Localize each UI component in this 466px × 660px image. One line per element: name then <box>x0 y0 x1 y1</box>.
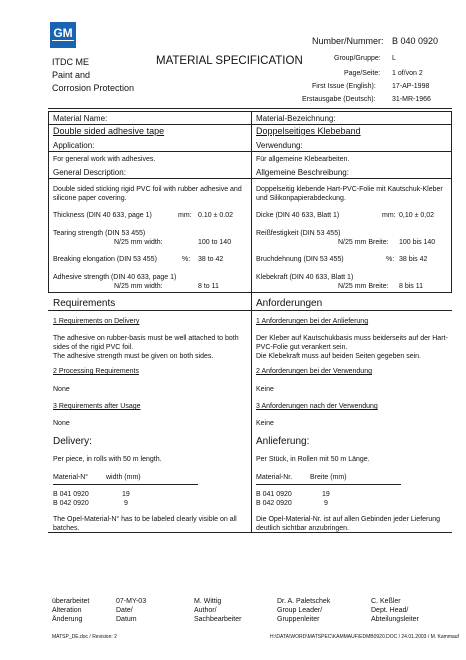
klebekraft-label: Klebekraft (DIN 40 633, Blatt 1) <box>256 274 354 281</box>
table-left-border <box>48 111 49 292</box>
footer-date-value: 07-MY-03 <box>116 598 147 605</box>
table-header-width: width (mm) <box>106 474 141 481</box>
footer-abteilungsleiter-label: Abteilungsleiter <box>371 616 419 623</box>
number-label: Number/Nummer: <box>312 36 384 46</box>
footer-dept-head-name: C. Keßler <box>371 598 401 605</box>
footer-file-right: H:\DATA\WORD\MATSPEC\KAMMAUF\EDMB0920.DOC / 24.01.2003 / M. Kammauf <box>270 634 459 640</box>
allgemeine-beschreibung-label: Allgemeine Beschreibung: <box>256 168 349 177</box>
footer-author-label: Author/ <box>194 607 217 614</box>
tabelle-header-breite: Breite (mm) <box>310 474 347 481</box>
delivery-heading: Delivery: <box>53 436 92 447</box>
table-row-2-material: B 042 0920 <box>53 500 89 507</box>
footer-dept-head-label: Dept. Head/ <box>371 607 409 614</box>
table-bottom-line <box>48 292 452 293</box>
allgemeine-beschreibung-text: Doppelseitig klebende Hart-PVC-Folie mit Kautschuk-Kleber und Silikonpapierabdeckung. <box>256 186 443 202</box>
label-note: The Opel-Material-N° has to be labeled clearly visible on all batches. <box>53 516 237 532</box>
row-divider <box>48 124 452 125</box>
anlieferung-heading: Anlieferung: <box>256 436 310 447</box>
thickness-value: 0.10 ± 0.02 <box>198 212 233 219</box>
kennzeichnung-note: Die Opel-Material-Nr. ist auf allen Gebinden jeder Lieferung deutlich sichtbar anzubringen. <box>256 516 441 532</box>
page-label: Page/Seite: <box>344 70 381 77</box>
klebekraft-value: 8 bis 11 <box>399 283 423 290</box>
elongation-unit: %: <box>182 256 191 263</box>
requirements-divider <box>48 310 452 311</box>
first-issue-label: First Issue (English): <box>312 83 376 90</box>
anlieferung-table-rule <box>256 484 401 485</box>
application-text: For general work with adhesives. <box>53 156 156 163</box>
application-label: Application: <box>53 141 95 150</box>
document-title: MATERIAL SPECIFICATION <box>156 55 303 67</box>
reissfestigkeit-sub: N/25 mm Breite: <box>338 239 389 246</box>
footer-alteration-de2: Änderung <box>52 616 83 623</box>
reissfestigkeit-value: 100 bis 140 <box>399 239 436 246</box>
group-label: Group/Gruppe: <box>334 55 381 62</box>
bruchdehnung-unit: %: <box>386 256 395 263</box>
tearing-value: 100 to 140 <box>198 239 232 246</box>
dicke-unit: mm: <box>382 212 396 219</box>
footer-author-name: M. Wittig <box>194 598 222 605</box>
group-value: L <box>392 55 396 62</box>
material-bezeichnung-label: Material-Bezeichnung: <box>256 114 336 123</box>
bruchdehnung-value: 38 bis 42 <box>399 256 428 263</box>
tabelle-header-material: Material-Nr. <box>256 474 293 481</box>
anlieferung-text: Per Stück, in Rollen mit 50 m Länge. <box>256 456 370 463</box>
anforderungen-heading: Anforderungen <box>256 298 323 309</box>
verwendung-label: Verwendung: <box>256 141 303 150</box>
department-label: ITDC ME <box>52 57 89 67</box>
adhesive-label: Adhesive strength (DIN 40 633, page 1) <box>53 274 177 281</box>
dicke-label: Dicke (DIN 40 633, Blatt 1) <box>256 212 340 219</box>
req1-title: 1 Requirements on Delivery <box>53 318 140 325</box>
elongation-value: 38 to 42 <box>198 256 224 263</box>
row-divider <box>48 178 452 179</box>
req2-text: None <box>53 386 70 393</box>
anf1-title: 1 Anforderungen bei der Anlieferung <box>256 318 369 325</box>
req3-text: None <box>53 420 70 427</box>
footer-alteration-en: Alteration <box>52 607 82 614</box>
table-right-border <box>451 111 452 292</box>
req1-text: The adhesive on rubber-basis must be well attached to both sides of the rigid PVC foil. <box>53 335 239 351</box>
anf2-text: Keine <box>256 386 274 393</box>
gm-logo: GM <box>50 22 76 48</box>
material-name-label: Material Name: <box>53 114 108 123</box>
tabelle-row-1-breite: 19 <box>322 491 330 498</box>
column-divider <box>251 111 252 292</box>
req3-title: 3 Requirements after Usage <box>53 403 141 410</box>
thickness-label: Thickness (DIN 40 633, page 1) <box>53 212 152 219</box>
elongation-label: Breaking elongation (DIN 53 455) <box>53 256 157 263</box>
number-value: B 040 0920 <box>392 36 439 46</box>
material-name: Double sided adhesive tape <box>53 126 165 136</box>
tearing-label: Tearing strength (DIN 53 455) <box>53 230 146 237</box>
department-line2: Paint and <box>52 70 91 80</box>
tabelle-row-1-material: B 041 0920 <box>256 491 292 498</box>
table-row-1-width: 19 <box>122 491 130 498</box>
footer-gruppenleiter-label: Gruppenleiter <box>277 616 320 623</box>
req2-title: 2 Processing Requirements <box>53 368 139 375</box>
column-divider-lower <box>251 292 252 532</box>
delivery-text: Per piece, in rolls with 50 m length. <box>53 456 162 463</box>
footer-date-label: Date/ <box>116 607 133 614</box>
general-description-text: Double sided sticking rigid PVC foil with rubber adhesive and silicone paper covering. <box>53 186 242 202</box>
footer-group-leader-name: Dr. A. Paletschek <box>277 598 331 605</box>
tabelle-row-2-material: B 042 0920 <box>256 500 292 507</box>
department-line3: Corrosion Protection <box>52 83 135 93</box>
footer-group-leader-label: Group Leader/ <box>277 607 323 614</box>
general-description-label: General Description: <box>53 168 126 177</box>
adhesive-sub: N/25 mm width: <box>114 283 163 290</box>
anf3-text: Keine <box>256 420 274 427</box>
anf3-title: 3 Anforderungen nach der Verwendung <box>256 403 378 410</box>
bruchdehnung-label: Bruchdehnung (DIN 53 455) <box>256 256 344 263</box>
erstausgabe-label: Erstausgabe (Deutsch): <box>302 96 376 103</box>
header-divider-2 <box>48 111 452 112</box>
footer-sachbearbeiter-label: Sachbearbeiter <box>194 616 242 623</box>
body-bottom-line <box>48 532 452 533</box>
thickness-unit: mm: <box>178 212 192 219</box>
footer-file-left: MATSP_DE.doc / Revision: 2 <box>52 634 117 640</box>
dicke-value: 0,10 ± 0,02 <box>399 212 434 219</box>
adhesive-value: 8 to 11 <box>198 283 219 290</box>
verwendung-text: Für allgemeine Klebearbeiten. <box>256 156 350 163</box>
table-row-1-material: B 041 0920 <box>53 491 89 498</box>
footer-alteration-de: überarbeitet <box>52 598 90 605</box>
page-value: 1 of/von 2 <box>392 70 423 77</box>
reissfestigkeit-label: Reißfestigkeit (DIN 53 455) <box>256 230 341 237</box>
footer-datum-label: Datum <box>116 616 137 623</box>
header-divider <box>48 108 452 109</box>
row-divider <box>48 151 452 152</box>
anf1-text: Der Kleber auf Kautschukbasis muss beiderseits auf der Hart-PVC-Folie gut verankert sein. <box>256 335 448 351</box>
table-header-material: Material-N° <box>53 474 89 481</box>
anf1-text2: Die Klebekraft muss auf beiden Seiten gegeben sein. <box>256 353 421 360</box>
klebekraft-sub: N/25 mm Breite: <box>338 283 389 290</box>
erstausgabe-value: 31-MR-1966 <box>392 96 431 103</box>
tearing-sub: N/25 mm width: <box>114 239 163 246</box>
anf2-title: 2 Anforderungen bei der Verwendung <box>256 368 372 375</box>
first-issue-value: 17-AP-1998 <box>392 83 430 90</box>
delivery-table-rule <box>53 484 198 485</box>
tabelle-row-2-breite: 9 <box>324 500 328 507</box>
material-bezeichnung: Doppelseitiges Klebeband <box>256 126 361 136</box>
req1-text2: The adhesive strength must be given on both sides. <box>53 353 214 360</box>
table-row-2-width: 9 <box>124 500 128 507</box>
requirements-heading: Requirements <box>53 298 116 309</box>
